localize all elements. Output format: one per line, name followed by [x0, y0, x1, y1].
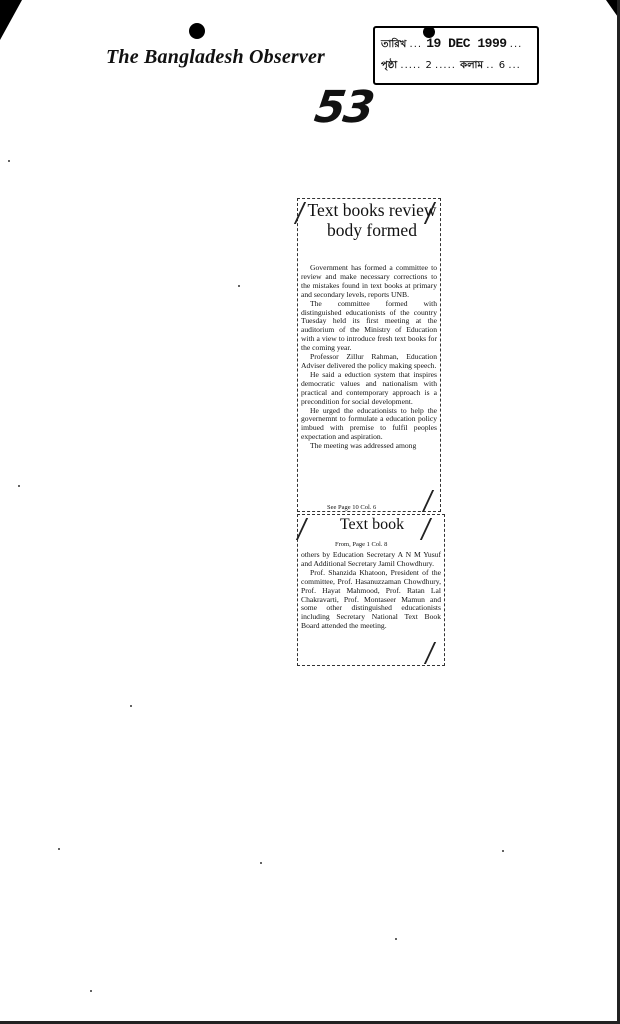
stamp-date-row: [381, 36, 522, 54]
stamp-page-row: [381, 58, 521, 75]
article-body: [301, 264, 437, 451]
scan-speck: [502, 850, 504, 852]
article-paragraph: Government has formed a committee to review and make necessary corrections to the mistakes found in text books at primary and secondary levels, reports UNB.: [301, 263, 437, 299]
from-page-reference: From, Page 1 Col. 8: [335, 541, 388, 548]
scan-speck: [8, 160, 10, 162]
continued-body: [301, 551, 441, 631]
stamp-page-value: 2: [425, 60, 432, 71]
newspaper-clipping: [297, 198, 442, 668]
stamp-column-value: 6: [498, 60, 506, 71]
scan-speck: [238, 285, 240, 287]
stamp-date-value: 19 DEC 1999: [426, 36, 507, 51]
continued-headline: Text book: [339, 516, 405, 533]
article-paragraph: The committee formed with distinguished educationists of the country Tuesday held its first meeting at the auditorium of the Ministry of Education with a view to introduce fresh text books for the coming year.: [301, 298, 437, 353]
date-stamp: [373, 26, 539, 85]
scan-speck: [395, 938, 397, 940]
stamp-leader: .....: [400, 60, 426, 71]
scan-speck: [90, 990, 92, 992]
punch-hole: [189, 23, 205, 39]
newspaper-masthead: The Bangladesh Observer: [106, 46, 326, 68]
continued-paragraph: others by Education Secretary A N M Yusuf and Additional Secretary Jamil Chowdhury.: [301, 550, 441, 568]
article-paragraph: Professor Zillur Rahman, Education Adviser delivered the policy making speech.: [301, 352, 437, 370]
article-paragraph: The meeting was addressed among: [310, 441, 417, 451]
stamp-leader: ..: [486, 60, 499, 71]
stamp-leader: ...: [509, 39, 523, 50]
torn-corner-top-left: [0, 0, 22, 40]
continued-paragraph: Prof. Shanzida Khatoon, President of the committee, Prof. Hasanuzzaman Chowdhury, Prof. Hayat Mahmood, Prof. Ratan Lal Chakravarti, Prof. Montaseer Mamun and some other distinguished educationists including Secretary National Text Book Board attended the meeting.: [301, 567, 441, 631]
stamp-page-label: পৃষ্ঠা: [381, 60, 398, 71]
stamp-column-label: কলাম: [460, 60, 484, 71]
stamp-leader: ...: [508, 60, 521, 71]
article-paragraph: He said a eduction system that inspires democratic values and nationalism with practical and contemporary approach is a precondition for social development.: [301, 369, 437, 406]
scan-speck: [18, 485, 20, 487]
stamp-leader: ...: [409, 39, 427, 50]
article-paragraph: He urged the educationists to help the governemnt to formulate a education policy imbued with premise to fulfil peoples expectation and aspiration.: [301, 405, 437, 442]
article-headline: Text books review body formed: [307, 200, 437, 240]
handwritten-folio-number: 53: [311, 82, 376, 133]
stamp-date-label: তারিখ: [381, 39, 407, 50]
continuation-reference: See Page 10 Col. 6: [327, 504, 377, 511]
scan-speck: [58, 848, 60, 850]
scan-speck: [130, 705, 132, 707]
stamp-leader: .....: [435, 60, 461, 71]
scan-speck: [260, 862, 262, 864]
